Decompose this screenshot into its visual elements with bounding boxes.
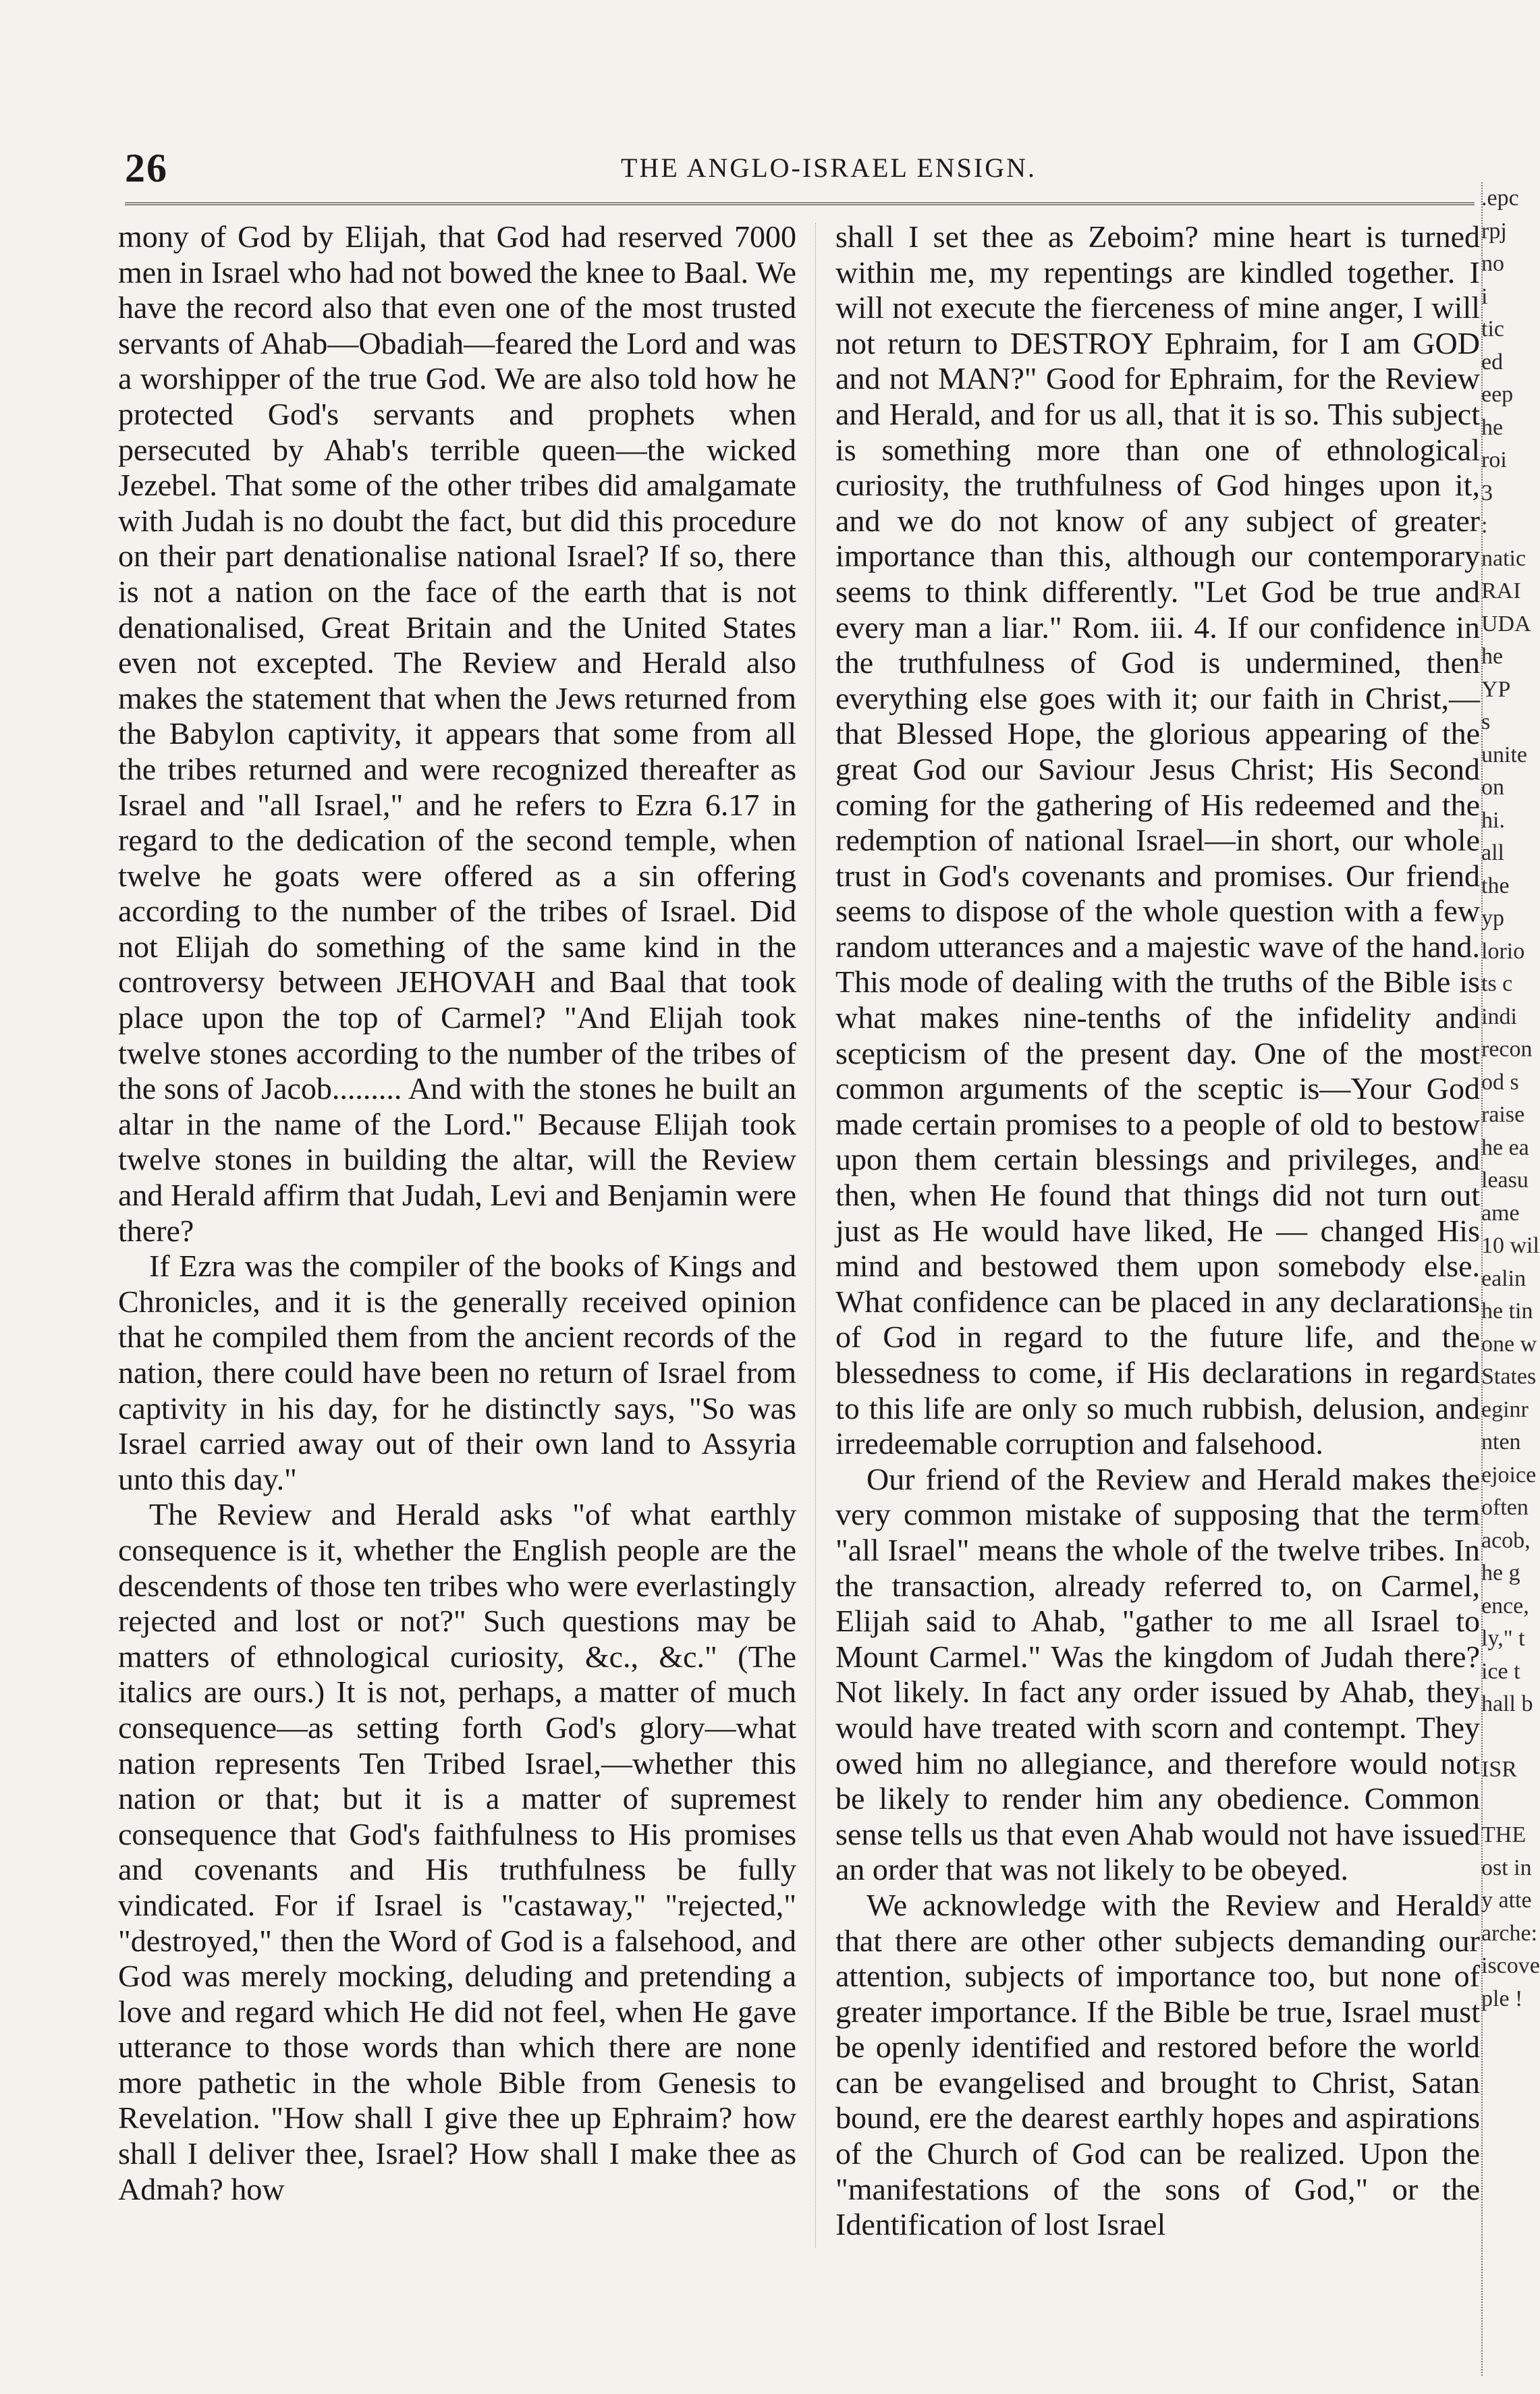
fragment-line: lorio bbox=[1481, 938, 1525, 964]
right-paragraph-1: shall I set thee as Zeboim? mine heart is turned within me, my repentings are kindled together. I will not execute the fierceness of mine anger, I will not return to DESTROY Ephraim, for I am GOD and not MAN?" Good for Ephraim, for the Review and Herald, and for us all, that it is so. This subject is something more than one of ethnological curiosity, the truthfulness of God hinges upon it, and we do not know of any subject of greater importance than this, although our contemporary seems to think differently. "Let God be true and every man a liar." Rom. iii. 4. If our confidence in the truthfulness of God is undermined, then everything else goes with it; our faith in Christ,—that Blessed Hope, the glorious appearing of the great God our Saviour Jesus Christ; His Second coming for the gathering of His redeemed and the redemption of national Israel—in short, our whole trust in God's covenants and promises. Our friend seems to dispose of the whole question with a few random utterances and a majestic wave of the hand. This mode of dealing with the truths of the Bible is what makes nine-tenths of the infidelity and scepticism of the present day. One of the most common arguments of the sceptic is—Your God made certain promises to a people of old to bestow upon them certain blessings and privileges, and then, when He found that things did not turn out just as He would have liked, He — changed His mind and bestowed them upon somebody else. What confidence can be placed in any declarations of God in regard to the future life, and the blessedness to come, if His declarations in regard to this life are only so much rubbish, delusion, and irredeemable corruption and falsehood. bbox=[835, 219, 1480, 1461]
fragment-line: recon bbox=[1481, 1037, 1533, 1062]
fragment-line: hi. bbox=[1481, 807, 1505, 833]
fragment-line: unite bbox=[1481, 742, 1527, 767]
fragment-line: no bbox=[1481, 251, 1504, 276]
header-rule bbox=[125, 202, 1475, 205]
fragment-line: hall b bbox=[1481, 1691, 1533, 1716]
fragment-line: indi bbox=[1481, 1004, 1517, 1029]
right-paragraph-3: We acknowledge with the Review and Herald that there are other other subjects demanding our attention, subjects of importance too, but none of greater importance. If the Bible be true, Israel must be openly identified and restored before the world can be evangelised and brought to Christ, Satan bound, ere the dearest earthly hopes and aspirations of the Church of God can be realized. Upon the "manifestations of the sons of God," or the Identification of lost Israel bbox=[835, 1887, 1480, 2242]
fragment-line: UDA bbox=[1481, 611, 1531, 636]
fragment-line: ame bbox=[1481, 1200, 1520, 1226]
left-column bbox=[118, 219, 796, 2207]
left-paragraph-2: If Ezra was the compiler of the books of Kings and Chronicles, and it is the generally received opinion that he compiled them from the ancient records of the nation, there could have been no return of Israel from captivity in his day, for he distinctly says, "So was Israel carried away out of their own land to Assyria unto this day." bbox=[118, 1249, 796, 1496]
fragment-line: : bbox=[1481, 513, 1488, 538]
fragment-line bbox=[1481, 1787, 1524, 1820]
left-paragraph-1: mony of God by Elijah, that God had reserved 7000 men in Israel who had not bowed the knee to Baal. We have the record also that even one of the most trusted servants of Ahab—Obadiah—feared the Lord and was a worshipper of the true God. We are also told how he protected God's servants and prophets when persecuted by Ahab's terrible queen—the wicked Jezebel. That some of the other tribes did amalgamate with Judah is no doubt the fact, but did this procedure on their part denationalise national Israel? If so, there is not a nation on the face of the earth that is not denationalised, Great Britain and the United States even not excepted. The Review and Herald also makes the statement that when the Jews returned from the Babylon captivity, it appears that some from all the tribes returned and were recognized thereafter as Israel and "all Israel," and he refers to Ezra 6.17 in regard to the dedication of the second temple, when twelve he goats were offered as a sin offering according to the number of the tribes of Israel. Did not Elijah do something of the same kind in the controversy between JEHOVAH and Baal that took place upon the top of Carmel? "And Elijah took twelve stones according to the number of the tribes of the sons of Jacob......... And with the stones he built an altar in the name of the Lord." Because Elijah took twelve stones in building the altar, will the Review and Herald affirm that Judah, Levi and Benjamin were there? bbox=[118, 219, 796, 1248]
fragment-line: all bbox=[1481, 840, 1504, 865]
page-number: 26 bbox=[125, 146, 168, 190]
fragment-line: one w bbox=[1481, 1331, 1537, 1357]
fragment-line: the bbox=[1481, 873, 1510, 898]
column-divider bbox=[815, 223, 816, 2248]
fragment-line: often bbox=[1481, 1495, 1529, 1520]
fragment-line: he bbox=[1481, 414, 1504, 440]
fragment-line: he bbox=[1481, 644, 1504, 669]
fragment-line: 3 bbox=[1481, 480, 1493, 506]
fragment-line: raise bbox=[1481, 1102, 1525, 1127]
fragment-line: acob, bbox=[1481, 1527, 1531, 1553]
fragment-line: yp bbox=[1481, 906, 1504, 931]
fragment-line: arche: bbox=[1481, 1920, 1538, 1946]
fragment-line: s bbox=[1481, 709, 1491, 734]
fragment-line: leasu bbox=[1481, 1168, 1529, 1193]
fragment-line: ejoice bbox=[1481, 1462, 1537, 1488]
fragment-line bbox=[1481, 2048, 1524, 2082]
fragment-line bbox=[1481, 1721, 1524, 1754]
left-paragraph-3: The Review and Herald asks "of what earthly consequence is it, whether the English people are the descendents of those ten tribes who were everlastingly rejected and lost or not?" Such questions may be matters of ethnological curiosity, &c., &c." (The italics are ours.) It is not, perhaps, a matter of much consequence—as setting forth God's glory—what nation represents Ten Tribed Israel,—whether this nation or that; but it is a matter of supremest consequence that God's faithfulness to His promises and covenants and His truthfulness be fully vindicated. For if Israel is "castaway," "rejected," "destroyed," then the Word of God is a falsehood, and God was merely mocking, deluding and pretending a love and regard which He did not feel, when He gave utterance to those words than which there are none more pathetic in the whole Bible from Genesis to Revelation. "How shall I give thee up Ephraim? how shall I deliver thee, Israel? How shall I make thee as Admah? how bbox=[118, 1497, 796, 2206]
fragment-line: nten bbox=[1481, 1430, 1521, 1454]
fragment-line: YP bbox=[1481, 676, 1511, 702]
fragment-line: RAI bbox=[1481, 578, 1521, 603]
fragment-line: he tin bbox=[1481, 1299, 1533, 1324]
fragment-line: roi bbox=[1481, 447, 1507, 472]
fragment-line: iscove bbox=[1481, 1953, 1540, 1978]
fragment-line: ealin bbox=[1481, 1266, 1527, 1291]
fragment-line: ts c bbox=[1481, 971, 1513, 996]
fragment-line: ly," t bbox=[1481, 1626, 1525, 1651]
page-header bbox=[125, 145, 1448, 192]
fragment-line: ISR bbox=[1481, 1757, 1517, 1782]
fragment-line: od s bbox=[1481, 1069, 1519, 1095]
fragment-line: ice t bbox=[1481, 1658, 1520, 1684]
fragment-line: eginr bbox=[1481, 1396, 1529, 1422]
fragment-line bbox=[1481, 2015, 1524, 2048]
fragment-line: ple ! bbox=[1481, 1986, 1523, 2011]
fragment-line: 10 wil bbox=[1481, 1233, 1539, 1258]
adjacent-page-fragments bbox=[1481, 182, 1540, 2081]
fragment-line: ed bbox=[1481, 349, 1504, 375]
fragment-line: rpj bbox=[1481, 218, 1507, 244]
fragment-line: he ea bbox=[1481, 1135, 1529, 1160]
right-paragraph-2: Our friend of the Review and Herald makes the very common mistake of supposing that the term "all Israel" means the whole of the twelve tribes. In the transaction, already referred to, on Carmel, Elijah said to Ahab, "gather to me all Israel to Mount Carmel." Was the kingdom of Judah there? Not likely. In fact any order issued by Ahab, they would have treated with scorn and contempt. They owed him no allegiance, and therefore would not be likely to render him any obedience. Common sense tells us that even Ahab would not have issued an order that was not likely to be obeyed. bbox=[835, 1461, 1480, 1887]
fragment-line: he g bbox=[1481, 1560, 1520, 1585]
fragment-line: ence, bbox=[1481, 1593, 1529, 1618]
fragment-line: tic bbox=[1481, 317, 1504, 342]
fragment-line: eep bbox=[1481, 382, 1514, 407]
fragment-line: on bbox=[1481, 775, 1504, 800]
fragment-line: i bbox=[1481, 283, 1488, 309]
fragment-line: ost in bbox=[1481, 1855, 1532, 1880]
fragment-line: y atte bbox=[1481, 1888, 1532, 1913]
fragment-line: natic bbox=[1481, 545, 1527, 571]
fragment-line: States bbox=[1481, 1364, 1537, 1389]
running-title: THE ANGLO-ISRAEL ENSIGN. bbox=[621, 153, 1037, 183]
fragment-line: THE bbox=[1481, 1822, 1527, 1847]
right-column bbox=[835, 219, 1480, 2243]
fragment-line: .epc bbox=[1481, 186, 1519, 211]
